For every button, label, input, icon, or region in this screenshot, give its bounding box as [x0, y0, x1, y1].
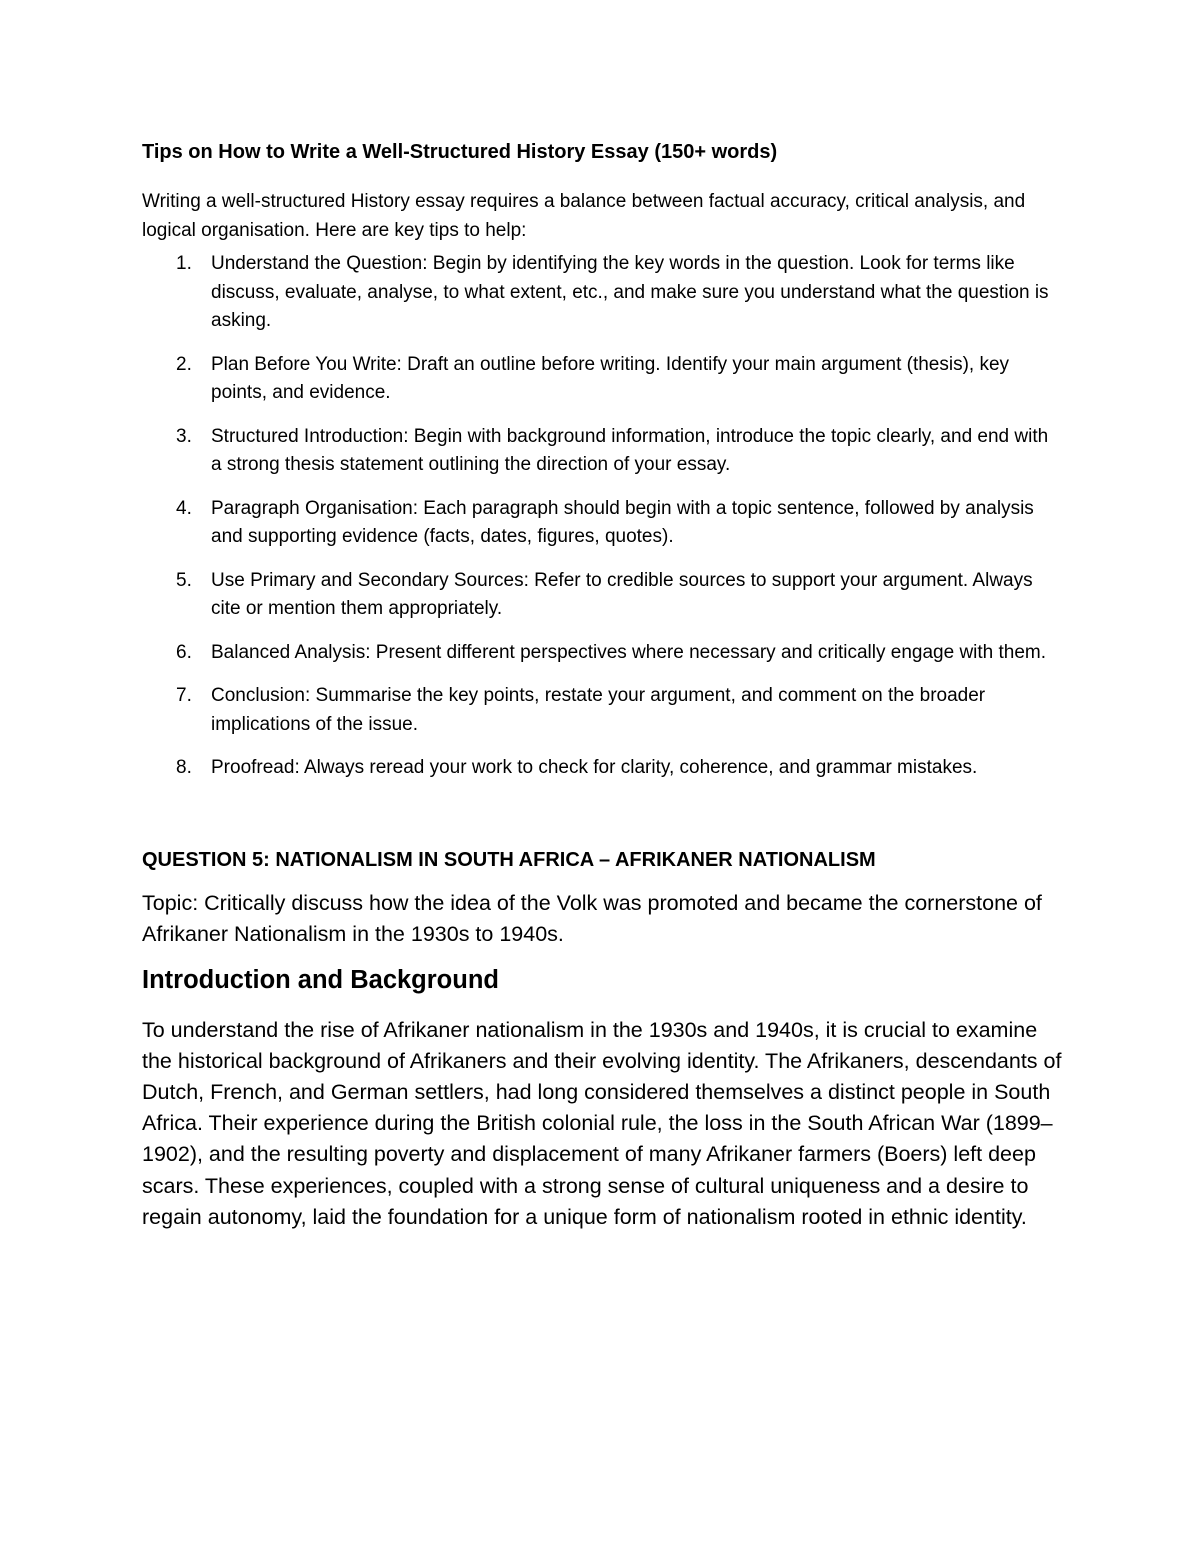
list-item — [142, 495, 1062, 552]
list-item-number: 1. — [176, 253, 192, 274]
list-item-text: Conclusion: Summarise the key points, restate your argument, and comment on the broader implications of the issue. — [211, 685, 986, 735]
list-item — [142, 351, 1062, 408]
list-item — [142, 639, 1062, 668]
list-item-text: Understand the Question: Begin by identifying the key words in the question. Look for terms like discuss, evaluate, analyse, to what extent, etc., and make sure you understand what the question is asking. — [211, 253, 1049, 331]
question-heading: QUESTION 5: NATIONALISM IN SOUTH AFRICA – AFRIKANER NATIONALISM — [142, 848, 876, 871]
section-body-paragraph: To understand the rise of Afrikaner nationalism in the 1930s and 1940s, it is crucial to examine the historical background of Afrikaners and their evolving identity. The Afrikaners, descendants of Dutch, French, and German settlers, had long considered themselves a distinct people in South Africa. Their experience during the British colonial rule, the loss in the South African War (1899–1902), and the resulting poverty and displacement of many Afrikaner farmers (Boers) left deep scars. These experiences, coupled with a strong sense of cultural uniqueness and a desire to regain autonomy, laid the foundation for a unique form of nationalism rooted in ethnic identity. — [142, 1017, 1062, 1229]
list-item-number: 5. — [176, 569, 192, 591]
section-title: Introduction and Background — [142, 965, 499, 994]
list-item-text: Structured Introduction: Begin with background information, introduce the topic clearly, and end with a strong thesis statement outlining the direction of your essay. — [211, 425, 1049, 475]
list-item-number: 4. — [176, 497, 192, 519]
list-item — [142, 682, 1062, 739]
question-topic: Topic: Critically discuss how the idea of the Volk was promoted and became the cornerstone of Afrikaner Nationalism in the 1930s to 1940s. — [142, 890, 1042, 946]
tips-list — [142, 250, 1062, 783]
list-item — [142, 754, 1062, 783]
list-item-number: 3. — [176, 425, 192, 447]
list-item-number: 6. — [176, 641, 192, 663]
list-item-text: Plan Before You Write: Draft an outline before writing. Identify your main argument (thesis), key points, and evidence. — [211, 353, 1010, 403]
list-item — [142, 567, 1062, 624]
list-item — [142, 423, 1062, 480]
list-item-number: 2. — [176, 353, 192, 375]
tips-intro-paragraph: Writing a well-structured History essay requires a balance between factual accuracy, critical analysis, and logical organisation. Here are key tips to help: — [142, 191, 1026, 241]
list-item-number: 7. — [176, 685, 192, 706]
list-item-number: 8. — [176, 757, 192, 778]
list-item-text: Use Primary and Secondary Sources: Refer to credible sources to support your argument. Always cite or mention them appropriately. — [211, 569, 1033, 619]
list-item-text: Proofread: Always reread your work to check for clarity, coherence, and grammar mistakes. — [211, 757, 978, 778]
list-item-text: Balanced Analysis: Present different perspectives where necessary and critically engage with them. — [211, 641, 1047, 663]
document-page — [142, 138, 1062, 1233]
list-item — [142, 250, 1062, 336]
list-item-text: Paragraph Organisation: Each paragraph should begin with a topic sentence, followed by analysis and supporting evidence (facts, dates, figures, quotes). — [211, 497, 1034, 547]
tips-heading: Tips on How to Write a Well-Structured History Essay (150+ words) — [142, 141, 778, 163]
